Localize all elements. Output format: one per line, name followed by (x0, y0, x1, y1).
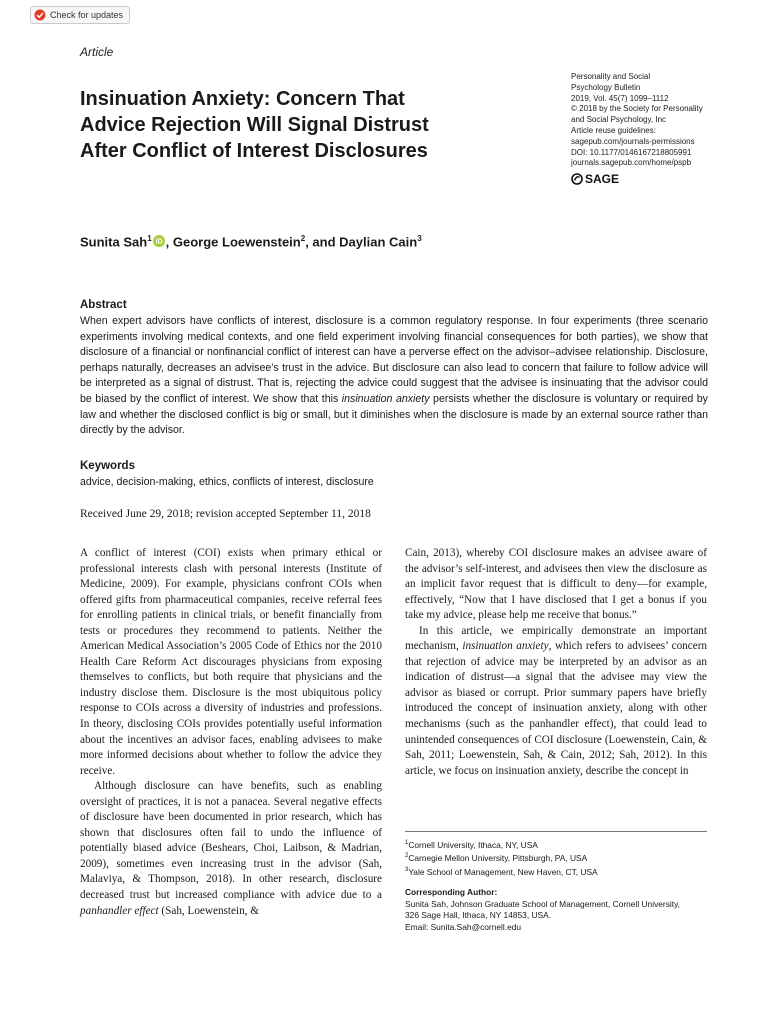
sage-logo-icon (571, 173, 583, 185)
received-dates: Received June 29, 2018; revision accepted September 11, 2018 (80, 508, 371, 520)
affiliation-footnote: $^1$Cornell University, Ithaca, NY, USA (405, 839, 538, 850)
body-column-left (80, 546, 382, 919)
body-paragraph: A conflict of interest (COI) exists when primary ethical or professional interests clash with personal interests (Institute of Medicine, 2009). For example, physicians confront COIs when offered gifts from pharmaceutical companies, receive referral fees for enrolling patients in clinical trials, or benefit financially from tests or procedures they recommend to patients. Neither the American Medical Association’s 2005 Code of Ethics nor the 2010 Health Care Reform Act discourages physicians from exposing themselves to conflicts, but both require that physicians and the industry disclose them. Disclosure is the most ubiquitous policy response to COIs across a diversity of industries and professions. In theory, disclosing COIs provides potentially useful information about the incentives an advisor faces, enabling advisees to make more informed decisions about whether to follow the advice they receive. (80, 547, 382, 777)
author-affiliation-mark: 2 (300, 234, 306, 243)
body-paragraph: In this article, we empirically demonstrate an important mechanism, insinuation anxiety, which refers to advisees’ concern that rejection of advice may be interpreted by an advisor as an indication of distrust—a signal that the advisee may view the advisor as biased or corrupt. Prior summary papers have briefly introduced the concept of insinuation anxiety, along with other mechanisms (such as the panhandler effect), that could lead to unintended consequences of COI disclosure (Loewenstein, Cain, & Sah, 2011; Loewenstein, Sah, & Cain, 2012; Sah, 2012). In this article, we focus on insinuation anxiety, describe the concept in (405, 624, 708, 777)
journal-line[interactable]: DOI: 10.1177/0146167218805991 (571, 147, 692, 157)
corresponding-author-line: Sunita Sah, Johnson Graduate School of Management, Cornell University, (405, 898, 680, 909)
abstract-text: When expert advisors have conflicts of interest, disclosure is a common regulatory response. In four experiments (three scenario experiments involving medical contexts, and one field experiment involving financial consequences for both parties), we show that disclosure of a financial or nonfinancial conflict of interest can have a perverse effect on the advisor–advisee relationship. Disclosure, perhaps naturally, decreases an advisee’s trust in the advice. But disclosure can also lead to concern that failure to follow advice will be interpreted as a signal of distrust. That is, rejecting the advice could suggest that the advisee is insinuating that the advisor could be biased by the conflict of interest. We show that this insinuation anxiety persists whether the disclosure is voluntary or required by law and whether the disclosed conflict is big or small, but it diminishes when the disclosure is made by an external source rather than directly by the advisor. (80, 315, 708, 437)
check-for-updates-button[interactable] (30, 6, 130, 24)
journal-info (571, 72, 736, 185)
corresponding-author-heading: Corresponding Author: (405, 887, 498, 897)
body-paragraph: Cain, 2013), whereby COI disclosure makes an advisee aware of the advisor’s self-interest, and advisees then view the disclosure as an implicit favor request that is difficult to deny—for example, effectively, “Now that I have disclosed that I get a bonus if you take my advice, please help me receive that bonus.” (405, 547, 707, 622)
corresponding-author (405, 887, 725, 933)
article-type-label: Article (80, 45, 114, 59)
abstract-heading: Abstract (80, 299, 127, 311)
journal-line: Article reuse guidelines: (571, 125, 656, 135)
journal-line[interactable]: journals.sagepub.com/home/pspb (571, 158, 692, 168)
affiliation-footnote: $^3$Yale School of Management, New Haven, CT, USA (405, 866, 598, 877)
journal-line: and Social Psychology, Inc (571, 115, 667, 125)
author-name: , and Daylian Cain (305, 234, 418, 250)
corresponding-author-email[interactable]: Email: Sunita.Sah@cornell.edu (405, 921, 522, 932)
author-name: Sunita Sah (80, 234, 148, 250)
orcid-icon[interactable] (153, 235, 165, 247)
keywords-text: advice, decision-making, ethics, conflicts of interest, disclosure (80, 476, 374, 488)
body-paragraph: Although disclosure can have benefits, such as enabling oversight of practices, it is not a panacea. Several negative effects of disclosure have been documented in prior research, which has shown that disclosures often fail to undo the influence of potentially biased advice (Beshears, Choi, Laibson, & Madrian, 2009), sometimes even increasing trust in the advisor (Sah, Malaviya, & Thompson, 2018). In other research, disclosure decreased trust but increased compliance with advice due to a panhandler effect (Sah, Loewenstein, & (80, 780, 382, 917)
journal-line: Psychology Bulletin (571, 82, 641, 92)
body-column-right (405, 546, 707, 779)
check-for-updates-label: Check for updates (50, 10, 124, 20)
keywords-heading: Keywords (80, 460, 135, 472)
article-title: Insinuation Anxiety: Concern That Advice Rejection Will Signal Distrust After Conflict of Interest Disclosures (80, 88, 429, 162)
author-affiliation-mark: 3 (417, 234, 422, 243)
svg-text:iD: iD (155, 238, 163, 246)
author-list: Sunita Sah$^1$ iD , George Loewenstein$^2$, and Daylian Cain$^3$ (80, 234, 422, 250)
journal-line: Personality and Social (571, 72, 651, 81)
journal-line: 2019, Vol. 45(7) 1099–1112 (571, 93, 669, 103)
affiliation-footnotes (405, 838, 715, 878)
journal-line[interactable]: sagepub.com/journals-permissions (571, 136, 695, 146)
author-name: George Loewenstein (172, 234, 301, 250)
sage-logo-text: SAGE (585, 171, 620, 186)
sage-logo (571, 173, 736, 185)
footnote-divider (405, 831, 707, 832)
corresponding-author-line: 326 Sage Hall, Ithaca, NY 14853, USA. (405, 910, 552, 921)
affiliation-footnote: $^2$Carnegie Mellon University, Pittsburgh, PA, USA (405, 853, 588, 864)
author-affiliation-mark: 1 (147, 234, 152, 243)
journal-line: © 2018 by the Society for Personality (571, 104, 703, 114)
check-for-updates-icon (34, 9, 46, 21)
